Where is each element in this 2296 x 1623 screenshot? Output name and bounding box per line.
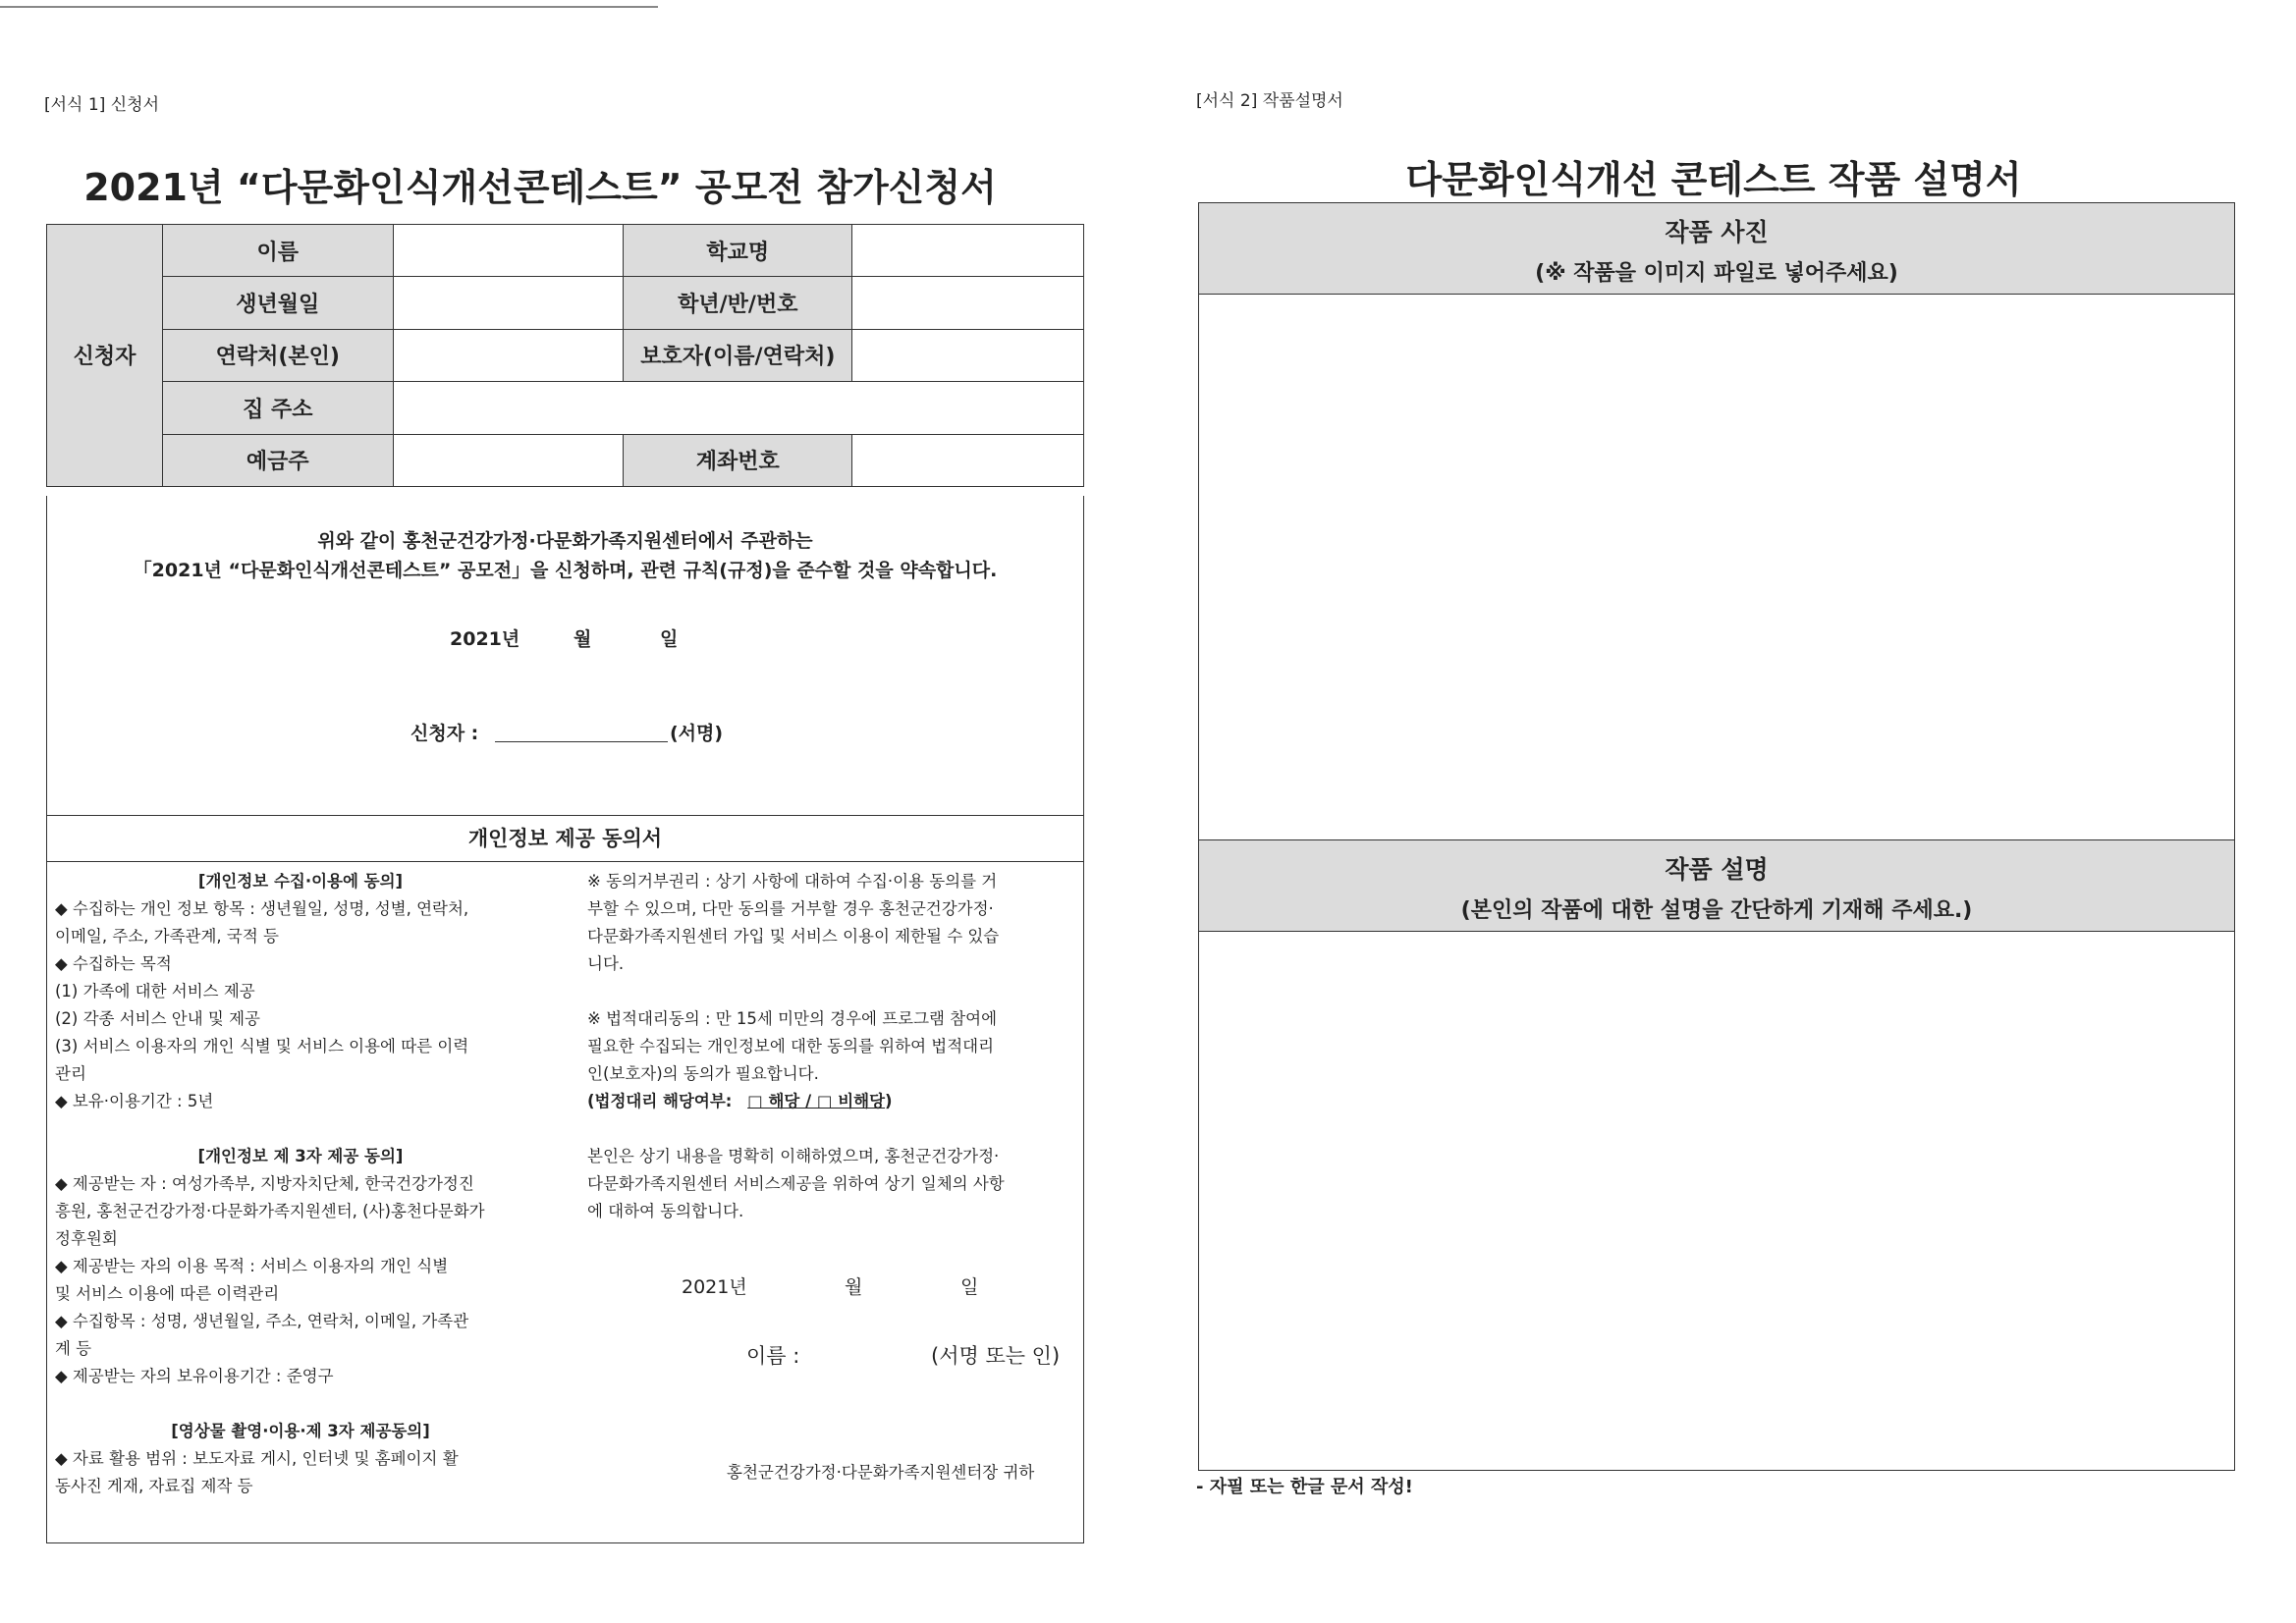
account-label: 계좌번호 — [624, 434, 852, 486]
signature-line[interactable] — [495, 720, 668, 742]
consent-right-line: 부할 수 있으며, 다만 동의를 거부할 경우 홍천군건강가정· — [587, 899, 994, 918]
consent-right-line: 다문화가족지원센터 가입 및 서비스 이용이 제한될 수 있습 — [587, 927, 1000, 946]
consent-name-label: 이름 : — [746, 1344, 800, 1368]
legal-rep-options[interactable]: □ 해당 / □ 비해당 — [747, 1092, 886, 1110]
consent-left-line: (1) 가족에 대한 서비스 제공 — [55, 982, 255, 1001]
pledge-year: 2021년 — [450, 628, 520, 650]
consent-left-line: (3) 서비스 이용자의 개인 식별 및 서비스 이용에 따른 이력 — [55, 1037, 469, 1055]
footer-note: - 자필 또는 한글 문서 작성! — [1196, 1477, 1413, 1497]
consent-section-3-title: [영상물 촬영·이용·제 3자 제공동의] — [171, 1422, 430, 1440]
contact-field[interactable] — [393, 329, 624, 381]
school-label: 학교명 — [624, 225, 852, 277]
pledge-day: 일 — [660, 628, 679, 650]
consent-left-line: 흥원, 홍천군건강가정·다문화가족지원센터, (사)홍천다문화가 — [55, 1202, 485, 1220]
consent-right-line: 필요한 수집되는 개인정보에 대한 동의를 위하여 법적대리 — [587, 1037, 995, 1055]
account-field[interactable] — [852, 434, 1084, 486]
form-label-2: [서식 2] 작품설명서 — [1196, 91, 1343, 111]
consent-right-line: ※ 법적대리동의 : 만 15세 미만의 경우에 프로그램 참여에 — [587, 1009, 998, 1028]
scan-top-line — [0, 6, 658, 8]
address-label: 집 주소 — [162, 382, 393, 434]
legal-rep-line — [587, 1088, 1078, 1115]
address-field[interactable] — [393, 382, 1083, 434]
applicant-label: 신청자 — [47, 225, 163, 487]
consent-left-line: ◆ 제공받는 자의 보유이용기간 : 준영구 — [55, 1367, 334, 1385]
description-heading: 작품 설명 — [1665, 855, 1769, 884]
consent-left-line: 정후원회 — [55, 1229, 118, 1248]
description-note: (본인의 작품에 대한 설명을 간단하게 기재해 주세요.) — [1460, 898, 1973, 923]
school-field[interactable] — [852, 225, 1084, 277]
consent-right-line: 다문화가족지원센터 서비스제공을 위하여 상기 일체의 사항 — [587, 1174, 1005, 1193]
consent-left-line: ◆ 보유·이용기간 : 5년 — [55, 1092, 214, 1110]
pledge-month: 월 — [574, 628, 592, 650]
description-area[interactable] — [1199, 932, 2234, 1468]
consent-day: 일 — [960, 1276, 979, 1298]
contact-label: 연락처(본인) — [162, 329, 393, 381]
consent-right-line: 인(보호자)의 동의가 필요합니다. — [587, 1064, 819, 1083]
consent-heading: 개인정보 제공 동의서 — [46, 815, 1084, 862]
consent-section-1-title: [개인정보 수집·이용에 동의] — [197, 872, 404, 891]
depositor-field[interactable] — [393, 434, 624, 486]
birth-label: 생년월일 — [162, 277, 393, 329]
consent-left-line: 동사진 게재, 자료집 제작 등 — [55, 1477, 253, 1495]
pledge-sign-label: (서명) — [670, 723, 724, 744]
birth-field[interactable] — [393, 277, 624, 329]
photo-area[interactable] — [1199, 295, 2234, 844]
form-label-1: [서식 1] 신청서 — [44, 95, 159, 115]
description-box — [1198, 202, 2235, 1471]
application-title: 2021년 “다문화인식개선콘테스트” 공모전 참가신청서 — [83, 166, 997, 209]
pledge-text — [46, 526, 1084, 585]
consent-right-line: 니다. — [587, 954, 625, 973]
legal-rep-label: (법정대리 해당여부: — [587, 1092, 733, 1110]
consent-left-line: ◆ 제공받는 자 : 여성가족부, 지방자치단체, 한국건강가정진 — [55, 1174, 474, 1193]
depositor-label: 예금주 — [162, 434, 393, 486]
consent-left-column — [55, 868, 546, 1500]
name-label: 이름 — [162, 225, 393, 277]
consent-left-line: ◆ 제공받는 자의 이용 목적 : 서비스 이용자의 개인 식별 — [55, 1257, 449, 1275]
consent-year: 2021년 — [682, 1276, 747, 1298]
pledge-line-1: 위와 같이 홍천군건강가정·다문화가족지원센터에서 주관하는 — [317, 530, 813, 552]
addressee: 홍천군건강가정·다문화가족지원센터장 귀하 — [727, 1463, 1035, 1482]
photo-title: 작품 사진 — [1665, 218, 1769, 246]
consent-left-line: (2) 각종 서비스 안내 및 제공 — [55, 1009, 260, 1028]
consent-left-line: ◆ 자료 활용 범위 : 보도자료 게시, 인터넷 및 홈페이지 활 — [55, 1449, 459, 1468]
consent-left-line: 계 등 — [55, 1339, 92, 1358]
guardian-field[interactable] — [852, 329, 1084, 381]
consent-left-line: ◆ 수집항목 : 성명, 생년월일, 주소, 연락처, 이메일, 가족관 — [55, 1312, 469, 1330]
legal-rep-close: ) — [885, 1092, 893, 1110]
consent-left-line: 관리 — [55, 1064, 86, 1083]
photo-header — [1199, 203, 2234, 295]
consent-left-line: ◆ 수집하는 개인 정보 항목 : 생년월일, 성명, 성별, 연락처, — [55, 899, 469, 918]
pledge-signer-label: 신청자 : — [410, 723, 479, 744]
consent-left-line: 및 서비스 이용에 따른 이력관리 — [55, 1284, 280, 1303]
name-field[interactable] — [393, 225, 624, 277]
guardian-label: 보호자(이름/연락처) — [624, 329, 852, 381]
photo-note: (※ 작품을 이미지 파일로 넣어주세요) — [1535, 261, 1898, 286]
applicant-table — [46, 224, 1084, 487]
consent-section-2-title: [개인정보 제 3자 제공 동의] — [197, 1147, 404, 1165]
consent-right-column — [587, 868, 1078, 1225]
grade-field[interactable] — [852, 277, 1084, 329]
consent-left-line: ◆ 수집하는 목적 — [55, 954, 172, 973]
grade-label: 학년/반/번호 — [624, 277, 852, 329]
consent-month: 월 — [845, 1276, 863, 1298]
consent-sign-label: (서명 또는 인) — [931, 1344, 1061, 1368]
description-header — [1199, 839, 2234, 932]
consent-right-line: ※ 동의거부권리 : 상기 사항에 대하여 수집·이용 동의를 거 — [587, 872, 998, 891]
pledge-line-2: 「2021년 “다문화인식개선콘테스트” 공모전」을 신청하며, 관련 규칙(규정)을 준수할 것을 약속합니다. — [133, 560, 998, 581]
consent-left-line: 이메일, 주소, 가족관계, 국적 등 — [55, 927, 279, 946]
description-title: 다문화인식개선 콘테스트 작품 설명서 — [1405, 158, 2022, 201]
consent-right-line: 에 대하여 동의합니다. — [587, 1202, 744, 1220]
consent-right-line: 본인은 상기 내용을 명확히 이해하였으며, 홍천군건강가정· — [587, 1147, 1000, 1165]
